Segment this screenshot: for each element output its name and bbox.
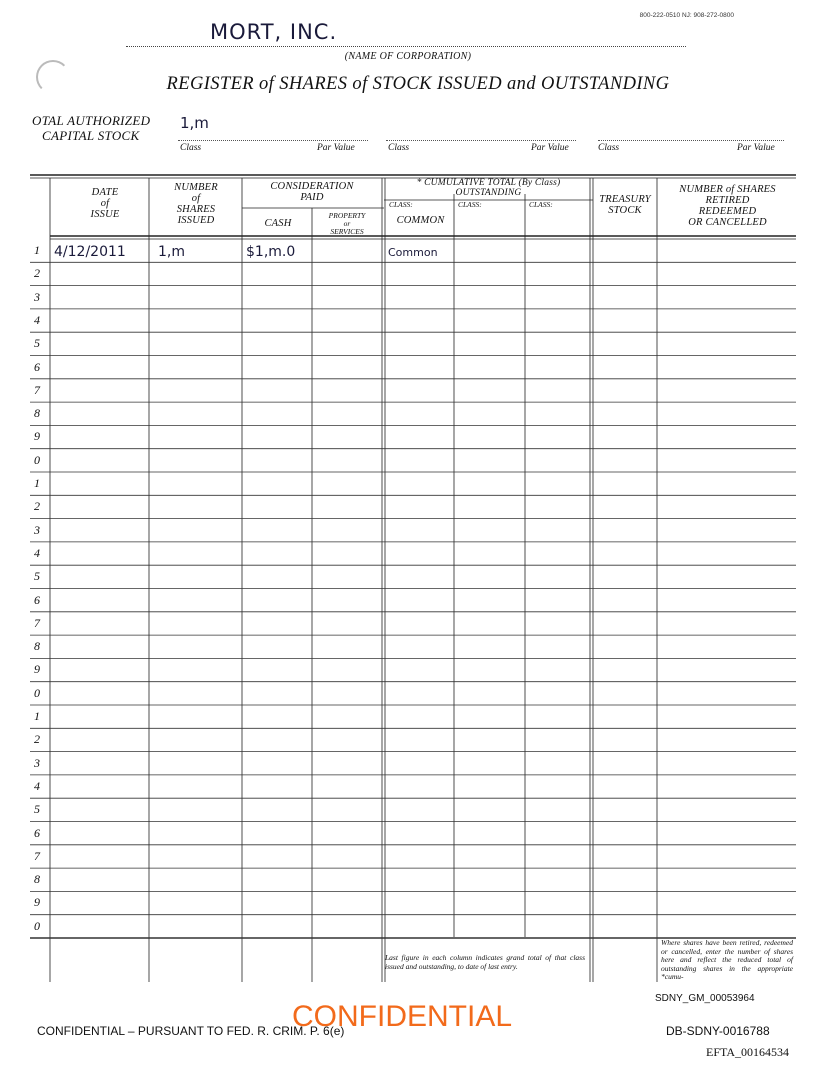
corporation-caption: (NAME OF CORPORATION) (344, 51, 472, 62)
confidential-notice: CONFIDENTIAL – PURSUANT TO FED. R. CRIM. P. 6(e) (37, 1024, 345, 1038)
note-retired: Where shares have been retired, redeemed or cancelled, enter the number of shares here and reflect the reduced total of outstanding shares in the appropriate *cumu- (661, 938, 793, 981)
row-number: 0 (34, 918, 40, 933)
confidential-stamp: CONFIDENTIAL (292, 1000, 513, 1033)
row-number: 1 (34, 709, 40, 723)
row-number: 6 (34, 359, 40, 374)
header-date: DATE of ISSUE (90, 187, 120, 220)
row-number: 5 (34, 802, 40, 817)
row-number: 8 (34, 406, 40, 421)
header-consideration: CONSIDERATION PAID (270, 181, 354, 203)
row-number: 6 (34, 592, 40, 607)
class-label-2: Class (388, 143, 410, 153)
header-class-2: CLASS: (458, 200, 482, 209)
bates-sdny: SDNY_GM_00053964 (655, 993, 755, 1004)
row-number: 2 (34, 732, 40, 747)
row-number: 5 (34, 569, 40, 584)
row-number: 4 (34, 778, 40, 793)
row-number: 5 (34, 336, 40, 351)
header-common: COMMON (396, 215, 445, 226)
row-number: 7 (34, 848, 40, 863)
row-number: 7 (34, 615, 40, 630)
row-number: 8 (34, 872, 40, 887)
par-value-label-1: Par Value (317, 143, 355, 153)
row-number: 3 (34, 522, 40, 537)
authorized-label-line1: OTAL AUTHORIZED (32, 113, 151, 128)
corporation-name-line (126, 46, 686, 47)
row-number: 0 (34, 685, 40, 700)
authorized-line-3 (598, 140, 784, 141)
class-label-3: Class (598, 143, 620, 153)
row-number: 8 (34, 639, 40, 654)
authorized-line-2 (386, 140, 576, 141)
corporation-name: MORT, INC. (210, 20, 338, 44)
row-number: 7 (34, 382, 40, 397)
publisher-phone: 800-222-0510 NJ: 908-272-0800 (639, 12, 734, 19)
header-number-issued: NUMBER of SHARES ISSUED (174, 182, 218, 226)
header-cumulative-total: * CUMULATIVE TOTAL (By Class) OUTSTANDING (416, 178, 561, 198)
header-shares-retired: NUMBER of SHARES RETIRED REDEEMED OR CANCELLED (679, 184, 776, 228)
page-title: REGISTER of SHARES of STOCK ISSUED and OUTSTANDING (166, 74, 670, 94)
authorized-line-1 (178, 140, 368, 141)
entry-shares-issued: 1,m (158, 244, 185, 260)
header-cash: CASH (264, 218, 292, 229)
row-number: 4 (34, 312, 40, 327)
row-number: 0 (34, 452, 40, 467)
par-value-label-3: Par Value (737, 143, 775, 153)
row-number: 1 (34, 476, 40, 490)
row-number: 3 (34, 289, 40, 304)
entry-date: 4/12/2011 (54, 244, 126, 260)
row-number: 9 (34, 429, 40, 444)
authorized-label-line2: CAPITAL STOCK (42, 128, 140, 143)
db-sdny-number: DB-SDNY-0016788 (666, 1024, 770, 1038)
header-property-services: PROPERTY or SERVICES (328, 211, 366, 236)
register-grid (30, 172, 796, 990)
row-number: 9 (34, 895, 40, 910)
header-class-3: CLASS: (529, 200, 553, 209)
row-number: 9 (34, 662, 40, 677)
efta-number: EFTA_00164534 (706, 1045, 790, 1059)
authorized-value: 1,m (180, 114, 209, 132)
note-cumulative: Last figure in each column indicates grand total of that class issued and outstanding, to date of last entry. (385, 953, 585, 971)
register-table (30, 172, 796, 990)
entry-cash: $1,m.0 (246, 244, 296, 260)
class-label-1: Class (180, 143, 202, 153)
entry-common-class: Common (388, 246, 438, 259)
row-number: 2 (34, 266, 40, 281)
row-number: 2 (34, 499, 40, 514)
header-treasury-stock: TREASURY STOCK (599, 194, 651, 216)
row-number: 3 (34, 755, 40, 770)
row-number: 6 (34, 825, 40, 840)
header-class-1: CLASS: (389, 200, 413, 209)
row-number: 1 (34, 243, 40, 257)
par-value-label-2: Par Value (531, 143, 569, 153)
row-number: 4 (34, 545, 40, 560)
